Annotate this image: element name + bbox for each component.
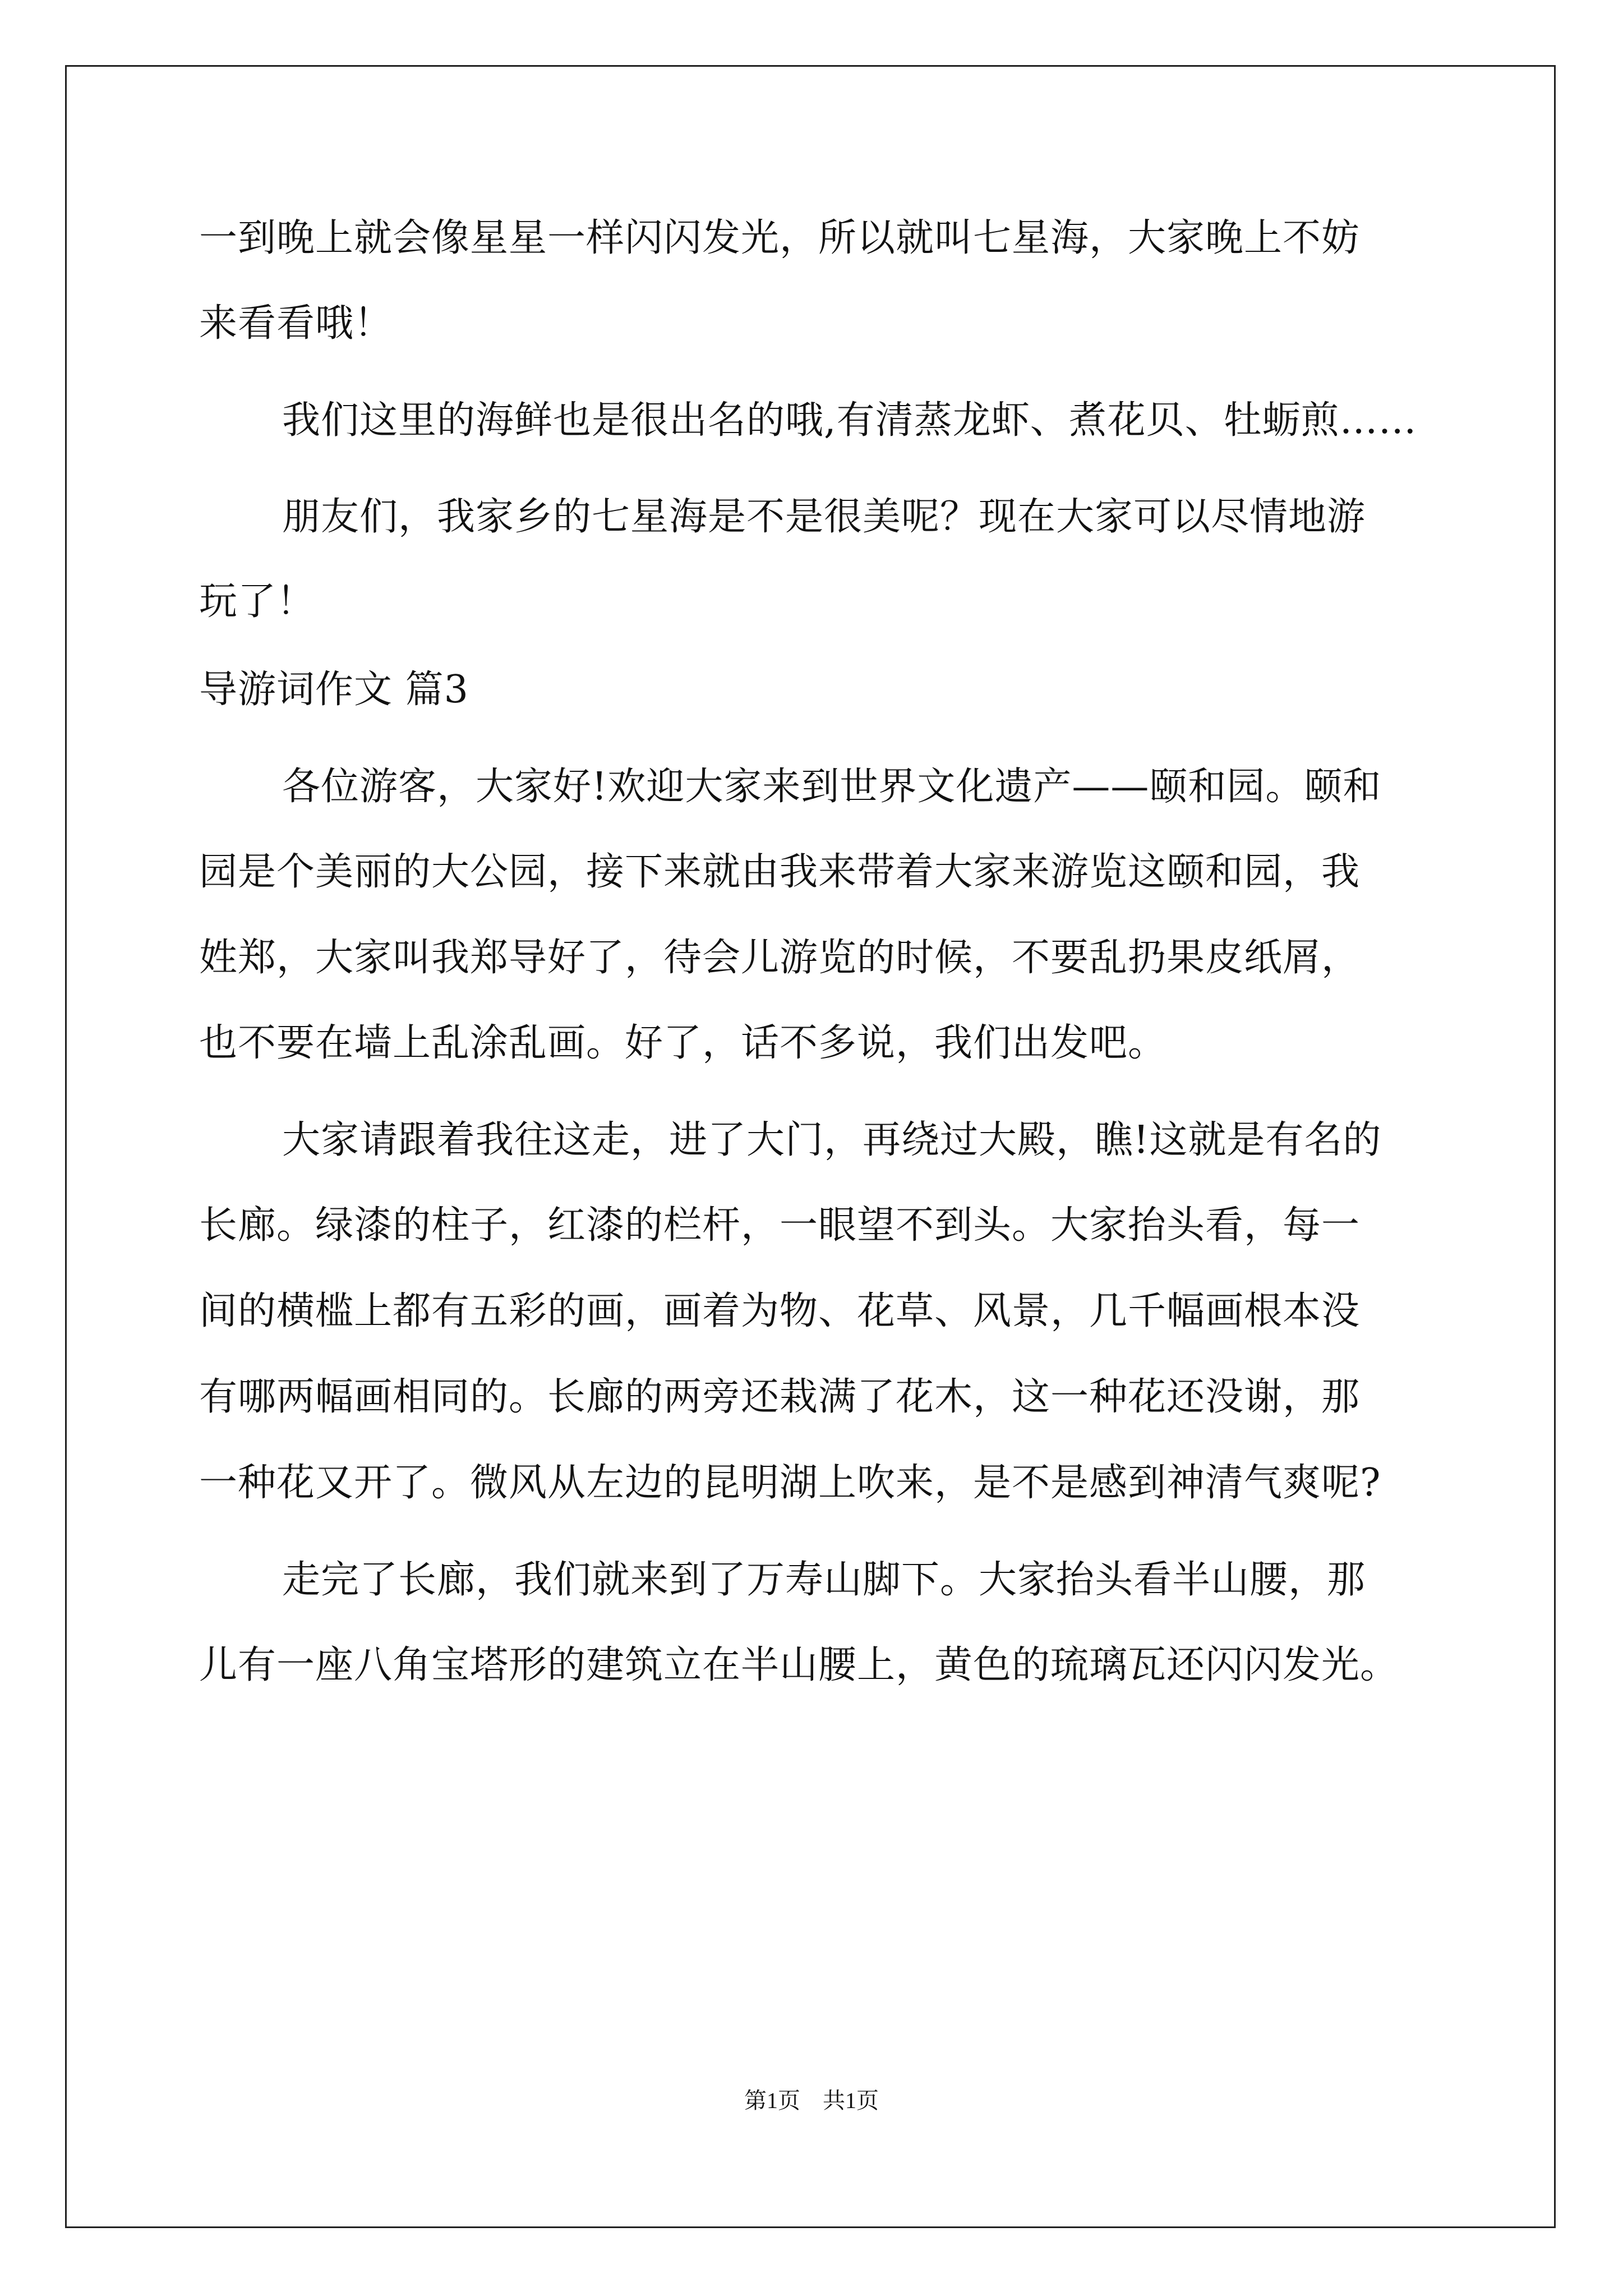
page-number: 第1页	[744, 2088, 800, 2113]
body-line: 朋友们，我家乡的七星海是不是很美呢？现在大家可以尽情地游	[282, 495, 1366, 539]
body-line: 大家请跟着我往这走，进了大门，再绕过大殿，瞧!这就是有名的	[282, 1118, 1382, 1162]
body-line: 玩了！	[199, 579, 316, 624]
body-line: 一到晚上就会像星星一样闪闪发光，所以就叫七星海，大家晚上不妨	[199, 216, 1361, 260]
body-line: 有哪两幅画相同的。长廊的两旁还栽满了花木，这一种花还没谢，那	[199, 1375, 1361, 1419]
page-footer	[0, 2087, 1623, 2115]
page-total: 共1页	[823, 2088, 879, 2113]
body-line: 走完了长廊，我们就来到了万寿山脚下。大家抬头看半山腰，那	[282, 1558, 1366, 1602]
body-line: 儿有一座八角宝塔形的建筑立在半山腰上，黄色的琉璃瓦还闪闪发光。	[199, 1643, 1399, 1687]
body-line: 间的横槛上都有五彩的画，画着为物、花草、风景，几千幅画根本没	[199, 1289, 1361, 1333]
body-line: 园是个美丽的大公园，接下来就由我来带着大家来游览这颐和园，我	[199, 850, 1361, 894]
body-line: 各位游客，大家好!欢迎大家来到世界文化遗产——颐和园。颐和	[282, 765, 1382, 809]
body-line: 一种花又开了。微风从左边的昆明湖上吹来，是不是感到神清气爽呢?	[199, 1461, 1381, 1505]
body-line: 也不要在墙上乱涂乱画。好了，话不多说，我们出发吧。	[199, 1021, 1167, 1065]
body-line: 长廊。绿漆的柱子，红漆的栏杆，一眼望不到头。大家抬头看，每一	[199, 1203, 1361, 1248]
section-heading: 导游词作文 篇3	[199, 668, 469, 712]
body-line: 来看看哦！	[199, 301, 393, 346]
body-line: 姓郑，大家叫我郑导好了，待会儿游览的时候，不要乱扔果皮纸屑，	[199, 936, 1361, 980]
body-line: 我们这里的海鲜也是很出名的哦,有清蒸龙虾、煮花贝、牡蛎煎……	[282, 398, 1417, 443]
